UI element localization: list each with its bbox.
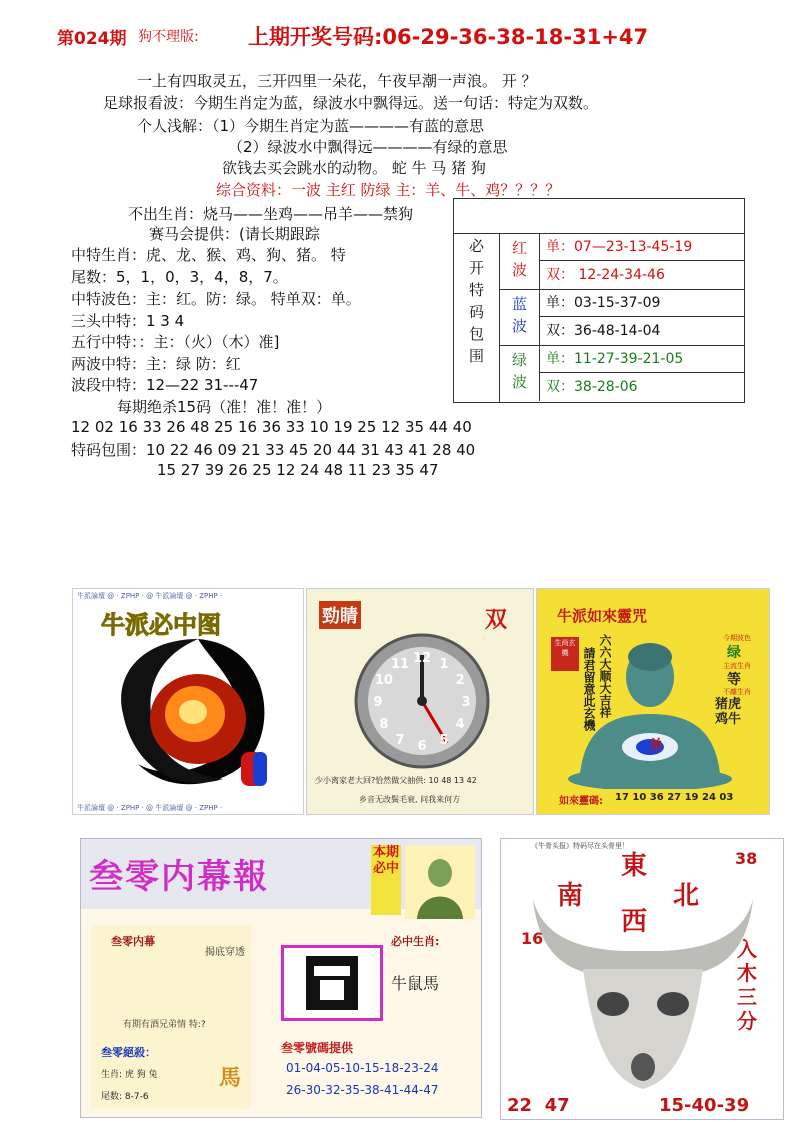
panel2-caption: 少小离家老大回?恰然做父抽供: 10 48 13 42 [315, 776, 477, 785]
group-name: 蓝 波 [500, 289, 540, 345]
left-box: 生尚玄機 [551, 637, 579, 671]
top-right-number: 38 [735, 849, 758, 868]
haoma-line-1: 01-04-05-10-15-18-23-24 [286, 1061, 439, 1075]
table-vertical-label [454, 233, 500, 402]
clock-numeral: 3 [461, 695, 471, 710]
tip-jueshen: 每期绝杀15码（准！准！准！） [117, 398, 332, 416]
baowei-line-1 [71, 439, 475, 460]
baowei-line-2: 15 27 39 26 25 12 24 48 11 23 35 47 [157, 461, 439, 479]
clock-numeral: 11 [390, 656, 410, 672]
double-numbers: 双：38-28-06 [546, 379, 638, 395]
tip-wuxing: 五行中特：：主：（火）（木）准] [71, 333, 280, 351]
watermark: 牛派論壇 @ · ZPHP · @ 牛派論壇 @ · ZPHP · [77, 592, 223, 600]
last-result [248, 21, 648, 51]
animals: 猪虎 鸡牛 [715, 697, 742, 727]
kill-numbers: 12 02 16 33 26 48 25 16 36 33 10 19 25 12 35 44 40 [71, 418, 472, 436]
tip-santou: 三头中特：1 3 4 [71, 312, 185, 330]
clock-numbers [352, 631, 492, 771]
double-numbers: 双：36-48-14-04 [546, 323, 661, 339]
baowei-label: 特码包围： [71, 441, 147, 459]
result-numbers: 06-29-36-38-18-31+47 [382, 25, 649, 49]
watermark: 牛派論壇 @ · ZPHP · @ 牛派論壇 @ · ZPHP · [77, 804, 223, 812]
panel-clock [306, 588, 534, 815]
clock-numeral: 8 [379, 717, 389, 732]
footer-numbers: 17 10 36 27 19 24 03 [615, 792, 734, 803]
bisheng-label: 必中生肖: [391, 935, 440, 948]
panel-niupai-picture [72, 588, 304, 815]
tip-liangbo: 两波中特：主：绿 防：红 [71, 355, 241, 373]
belly-mark: 单 [649, 738, 663, 754]
clock-numeral: 12 [412, 651, 432, 666]
tip-zhongte-shengxiao: 中特生肖：虎、龙、猴、鸡、狗、猪。 特 [71, 246, 346, 264]
vlabel-char: 围 [468, 347, 484, 365]
clock-numeral: 2 [455, 673, 465, 688]
left-number: 16 [521, 929, 544, 948]
north-label: 北 [673, 881, 700, 911]
stamp-icon: 馬 [219, 1066, 242, 1091]
jueshu-label: 叁零絕殺： [101, 1046, 156, 1059]
deity-figure [405, 845, 475, 919]
single-numbers: 单：03-15-37-09 [540, 289, 744, 317]
poem-line-1: 一上有四取灵五，三开四里一朵花，午夜早潮一声浪。 开 ？ [137, 72, 537, 90]
tip-weishu: 尾数：5，1，0，3，4，8，7。 [71, 268, 288, 286]
issue-number: 第024期 [57, 29, 127, 49]
group-green [500, 345, 744, 401]
panel4-title: 叁零内幕報 [89, 857, 269, 897]
poem-line-2: 足球报看波：今期生肖定为蓝，绿波水中飘得远。送一句话：特定为双数。 [103, 94, 599, 112]
right-small: 主流生肖 [723, 662, 751, 670]
double-numbers: 双： 12-24-34-46 [546, 267, 665, 283]
clock-numeral: 10 [374, 673, 393, 688]
panel-skull [500, 838, 784, 1120]
vertical-text-2: 六六大顺大吉祥 [598, 634, 612, 718]
tip-source: 赛马会提供：(请长期跟踪 [149, 225, 320, 243]
haoma-line-2: 26-30-32-35-38-41-44-47 [286, 1083, 439, 1097]
panel3-title: 牛派如來靈咒 [557, 607, 648, 625]
skull-header: 《牛骨头报》特码尽在头骨里！ [531, 842, 629, 850]
shengxiao-kill: 生肖: 虎 狗 兔 [101, 1070, 158, 1080]
panel-sanling [80, 838, 482, 1118]
panel2-subcaption: 乡音无改鬓毛衰, 问我来何方 [359, 795, 461, 804]
right-text: 入木三分 [737, 937, 757, 1033]
west-label: 西 [621, 907, 648, 937]
left-sub: 揭底穿透 [205, 947, 245, 958]
clock-numeral: 7 [395, 733, 405, 749]
left-heading: 叁零内幕 [111, 935, 155, 948]
clock-numeral: 1 [439, 656, 449, 672]
swirl-graphic [113, 634, 283, 794]
clock-numeral: 4 [455, 717, 465, 732]
mask-icon [284, 948, 380, 1018]
vertical-text-1: 請君留意此玄機 [582, 647, 596, 731]
vlabel-char: 码 [468, 303, 484, 321]
package-table [453, 198, 745, 403]
single-numbers: 单：07—23-13-45-19 [540, 233, 744, 261]
baowei-numbers-1: 10 22 46 09 21 33 45 20 44 31 43 41 28 40 [146, 441, 476, 459]
group-name: 绿 波 [500, 345, 540, 401]
tip-boduan: 波段中特：12—22 31---47 [71, 376, 259, 394]
poem: 有期有酒兄弟情 特:? [123, 1020, 206, 1030]
poem-line-3: 个人浅解：（1）今期生肖定为蓝————有蓝的意思 [137, 117, 485, 135]
vlabel-char: 特 [468, 281, 484, 299]
right-top: 今期波色 [723, 634, 751, 642]
mask-frame [281, 945, 383, 1021]
bisheng-value: 牛鼠馬 [391, 974, 440, 993]
clock-numeral: 9 [373, 695, 383, 710]
panel2-badge: 双 [485, 608, 508, 633]
edition-tag: 狗不理版: [138, 29, 199, 45]
vlabel-char: 开 [468, 259, 484, 277]
tip-zhongte-bose: 中特波色：主：红。防：绿。 特单双：单。 [71, 290, 361, 308]
poem-line-6: 综合资料：一波 主红 防绿 主：羊、牛、鸡？？？？ [216, 181, 561, 199]
footer-label: 如來靈碼: [559, 796, 603, 807]
right-mid: 等 [727, 672, 741, 688]
group-name: 红 波 [500, 233, 540, 289]
bottom-left-numbers: 22 47 [507, 1095, 570, 1116]
group-red [500, 233, 744, 290]
table-top-cell [454, 199, 744, 234]
result-label: 上期开奖号码: [248, 25, 383, 49]
panel2-title: 勁睛 [319, 601, 361, 629]
haoma-label: 叁零號碼提供 [281, 1041, 354, 1055]
single-numbers: 单：11-27-39-21-05 [540, 345, 744, 373]
tip-buchu: 不出生肖：烧马——坐鸡——吊羊——禁狗 [128, 205, 414, 223]
right-bottom: 不離生肖 [723, 688, 751, 696]
poem-line-5: 欲钱去买会跳水的动物。 蛇 牛 马 猪 狗 [222, 159, 486, 177]
clock-numeral: 6 [417, 739, 427, 754]
panel4-badge: 本期必中 [371, 845, 401, 915]
vlabel-char: 必 [468, 237, 484, 255]
right-big: 绿 [727, 645, 741, 661]
clock-numeral: 5 [439, 733, 449, 749]
panel1-title: 牛派必中图 [101, 611, 221, 639]
vlabel-char: 包 [468, 325, 484, 343]
poem-line-4: （2）绿波水中飘得远————有绿的意思 [228, 138, 508, 156]
group-blue [500, 289, 744, 346]
panel-buddha [536, 588, 770, 815]
weishu-kill: 尾数: 8-7-6 [101, 1092, 149, 1102]
bottom-right-numbers: 15-40-39 [659, 1095, 750, 1116]
south-label: 南 [557, 881, 584, 911]
east-label: 東 [621, 851, 648, 881]
